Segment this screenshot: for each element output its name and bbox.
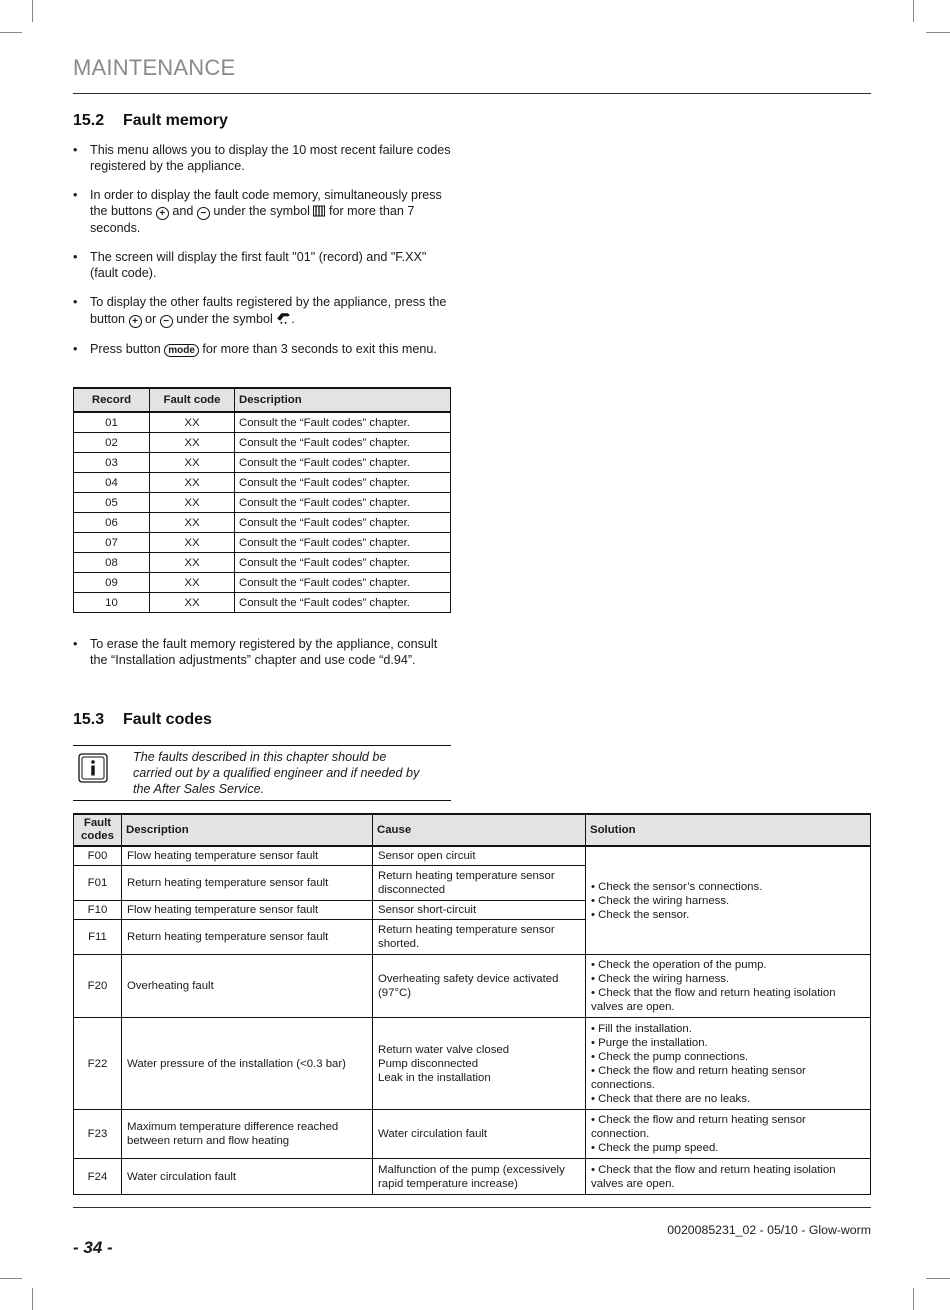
cause-cell: Sensor short-circuit xyxy=(373,901,586,920)
table-cell: Consult the “Fault codes” chapter. xyxy=(235,553,451,573)
erase-bullets xyxy=(73,636,453,668)
bullet-text: for more than 7 seconds. xyxy=(90,204,415,235)
table-cell: 06 xyxy=(74,513,150,533)
description-cell: Water pressure of the installation (<0.3 bar) xyxy=(122,1018,373,1110)
cause-cell: Water circulation fault xyxy=(373,1110,586,1159)
solution-line: • Check the wiring harness. xyxy=(591,894,730,907)
bullet-text: Press button xyxy=(90,342,161,356)
fault-record-table xyxy=(73,387,451,613)
table-cell: XX xyxy=(150,593,235,613)
solution-cell xyxy=(586,1159,871,1195)
column-header: Record xyxy=(74,388,150,412)
column-header-cause: Cause xyxy=(373,814,586,846)
bullet-text: under the symbol xyxy=(213,204,310,218)
minus-button-icon: − xyxy=(197,207,210,220)
bullet-text: under the symbol xyxy=(176,312,273,326)
cause-cell: Sensor open circuit xyxy=(373,846,586,866)
crop-mark xyxy=(913,1288,914,1310)
solution-cell xyxy=(586,1018,871,1110)
cause-line: Return water valve closed xyxy=(378,1043,510,1056)
fault-code-cell: F01 xyxy=(74,866,122,901)
info-icon xyxy=(78,753,108,783)
table-cell: 01 xyxy=(74,412,150,433)
solution-line: • Check the sensor’s connections. xyxy=(591,880,763,893)
table-cell: Consult the “Fault codes” chapter. xyxy=(235,513,451,533)
bullet-text: or xyxy=(145,312,157,326)
note-line: the After Sales Service. xyxy=(133,782,265,796)
column-header-code xyxy=(74,814,122,846)
info-note xyxy=(73,745,451,801)
table-cell: Consult the “Fault codes” chapter. xyxy=(235,573,451,593)
header-rule xyxy=(73,93,871,94)
section-title: Fault codes xyxy=(123,711,212,728)
description-cell: Maximum temperature difference reached between return and flow heating xyxy=(122,1110,373,1159)
table-cell: Consult the “Fault codes” chapter. xyxy=(235,473,451,493)
crop-mark xyxy=(32,0,33,22)
column-header: Fault code xyxy=(150,388,235,412)
table-row xyxy=(74,1159,871,1195)
cause-cell: Return heating temperature sensor shorted. xyxy=(373,920,586,955)
bullet-text: The screen will display the first fault "01" (record) and "F.XX" (fault code). xyxy=(90,250,427,280)
fault-memory-bullets xyxy=(73,142,453,370)
solution-line: • Check the flow and return heating sensor connections. xyxy=(591,1064,806,1091)
solution-cell xyxy=(586,846,871,955)
header-line: codes xyxy=(81,830,114,842)
cause-cell: Overheating safety device activated (97°C) xyxy=(373,955,586,1018)
solution-cell xyxy=(586,955,871,1018)
list-item xyxy=(73,294,453,328)
table-cell: 08 xyxy=(74,553,150,573)
crop-mark xyxy=(926,32,950,33)
table-cell: 09 xyxy=(74,573,150,593)
table-cell: Consult the “Fault codes” chapter. xyxy=(235,533,451,553)
list-item xyxy=(73,142,453,174)
table-cell: Consult the “Fault codes” chapter. xyxy=(235,593,451,613)
bullet-text: To erase the fault memory registered by the appliance, consult the “Installation adjustments” chapter and use code “d.94”. xyxy=(90,637,438,667)
mode-button-icon: mode xyxy=(164,344,199,357)
section-number: 15.3 xyxy=(73,711,105,728)
list-item xyxy=(73,636,453,668)
bullet-text: In order to display the fault code memory, simultaneously press the buttons xyxy=(90,188,442,218)
fault-code-cell: F20 xyxy=(74,955,122,1018)
solution-line: • Check the pump speed. xyxy=(591,1142,719,1154)
column-header-description: Description xyxy=(122,814,373,846)
fault-code-cell: F22 xyxy=(74,1018,122,1110)
footer-rule xyxy=(73,1207,871,1208)
table-row xyxy=(74,453,451,473)
header-line: Fault xyxy=(83,817,112,829)
fault-code-cell: F00 xyxy=(74,846,122,866)
bullet-text: for more than 3 seconds to exit this menu. xyxy=(202,342,437,356)
cause-line: Pump disconnected xyxy=(378,1057,479,1070)
solution-line: • Check the wiring harness. xyxy=(591,973,730,985)
table-cell: XX xyxy=(150,473,235,493)
section-number: 15.2 xyxy=(73,112,105,129)
page-header: MAINTENANCE xyxy=(73,55,236,80)
description-cell: Overheating fault xyxy=(122,955,373,1018)
description-cell: Flow heating temperature sensor fault xyxy=(122,901,373,920)
column-header: Description xyxy=(235,388,451,412)
plus-button-icon: + xyxy=(129,315,142,328)
note-line: The faults described in this chapter should be xyxy=(133,750,387,764)
table-cell: 10 xyxy=(74,593,150,613)
section-title: Fault memory xyxy=(123,112,228,129)
cause-line: Leak in the installation xyxy=(378,1071,491,1084)
description-cell: Return heating temperature sensor fault xyxy=(122,920,373,955)
list-item xyxy=(73,249,453,281)
fault-codes-table xyxy=(73,813,871,1195)
crop-mark xyxy=(926,1278,950,1279)
table-cell: 02 xyxy=(74,433,150,453)
list-item xyxy=(73,187,453,236)
page-number: - 34 - xyxy=(73,1238,113,1257)
minus-button-icon: − xyxy=(160,315,173,328)
radiator-icon xyxy=(313,205,325,217)
table-row xyxy=(74,593,451,613)
table-cell: Consult the “Fault codes” chapter. xyxy=(235,412,451,433)
bullet-text: This menu allows you to display the 10 most recent failure codes registered by the appliance. xyxy=(90,143,451,173)
table-cell: XX xyxy=(150,453,235,473)
note-text xyxy=(133,749,419,797)
table-cell: 04 xyxy=(74,473,150,493)
table-cell: XX xyxy=(150,553,235,573)
table-row xyxy=(74,1018,871,1110)
description-cell: Return heating temperature sensor fault xyxy=(122,866,373,901)
solution-line: • Check the flow and return heating sensor connection. xyxy=(591,1114,806,1140)
description-cell: Water circulation fault xyxy=(122,1159,373,1195)
table-cell: Consult the “Fault codes” chapter. xyxy=(235,433,451,453)
section-heading-fault-codes xyxy=(73,711,212,729)
table-row xyxy=(74,493,451,513)
description-cell: Flow heating temperature sensor fault xyxy=(122,846,373,866)
solution-line: • Check the pump connections. xyxy=(591,1050,749,1063)
solution-line: • Purge the installation. xyxy=(591,1036,708,1049)
table-cell: Consult the “Fault codes” chapter. xyxy=(235,453,451,473)
crop-mark xyxy=(32,1288,33,1310)
table-row xyxy=(74,412,451,433)
note-line: carried out by a qualified engineer and if needed by xyxy=(133,766,420,780)
column-header-solution: Solution xyxy=(586,814,871,846)
table-row xyxy=(74,473,451,493)
fault-code-cell: F11 xyxy=(74,920,122,955)
table-cell: 07 xyxy=(74,533,150,553)
crop-mark xyxy=(0,32,22,33)
bullet-text: and xyxy=(172,204,194,218)
bullet-text: To display the other faults registered by the appliance, press the button xyxy=(90,295,447,326)
table-cell: Consult the “Fault codes” chapter. xyxy=(235,493,451,513)
table-row xyxy=(74,513,451,533)
table-cell: XX xyxy=(150,412,235,433)
table-row xyxy=(74,553,451,573)
tap-icon xyxy=(276,310,291,325)
table-row xyxy=(74,433,451,453)
table-row xyxy=(74,1110,871,1159)
document-reference: 0020085231_02 - 05/10 - Glow-worm xyxy=(667,1223,871,1237)
crop-mark xyxy=(913,0,914,22)
fault-code-cell: F10 xyxy=(74,901,122,920)
table-cell: XX xyxy=(150,493,235,513)
solution-line: • Check that the flow and return heating isolation valves are open. xyxy=(591,1163,836,1190)
bullet-text: . xyxy=(291,312,295,326)
fault-code-cell: F23 xyxy=(74,1110,122,1159)
solution-line: • Check the operation of the pump. xyxy=(591,959,767,971)
solution-line: • Fill the installation. xyxy=(591,1022,692,1035)
table-row xyxy=(74,573,451,593)
table-cell: 03 xyxy=(74,453,150,473)
table-cell: XX xyxy=(150,433,235,453)
cause-cell: Return heating temperature sensor disconnected xyxy=(373,866,586,901)
table-cell: XX xyxy=(150,573,235,593)
cause-cell xyxy=(373,1018,586,1110)
fault-code-cell: F24 xyxy=(74,1159,122,1195)
solution-line: • Check that there are no leaks. xyxy=(591,1092,751,1105)
table-cell: XX xyxy=(150,533,235,553)
cause-cell: Malfunction of the pump (excessively rapid temperature increase) xyxy=(373,1159,586,1195)
solution-cell xyxy=(586,1110,871,1159)
table-cell: 05 xyxy=(74,493,150,513)
plus-button-icon: + xyxy=(156,207,169,220)
table-cell: XX xyxy=(150,513,235,533)
solution-line: • Check the sensor. xyxy=(591,908,690,921)
table-row xyxy=(74,955,871,1018)
section-heading-fault-memory xyxy=(73,112,228,130)
table-row xyxy=(74,533,451,553)
table-row xyxy=(74,846,871,866)
list-item xyxy=(73,341,453,357)
crop-mark xyxy=(0,1278,22,1279)
solution-line: • Check that the flow and return heating isolation valves are open. xyxy=(591,987,836,1013)
